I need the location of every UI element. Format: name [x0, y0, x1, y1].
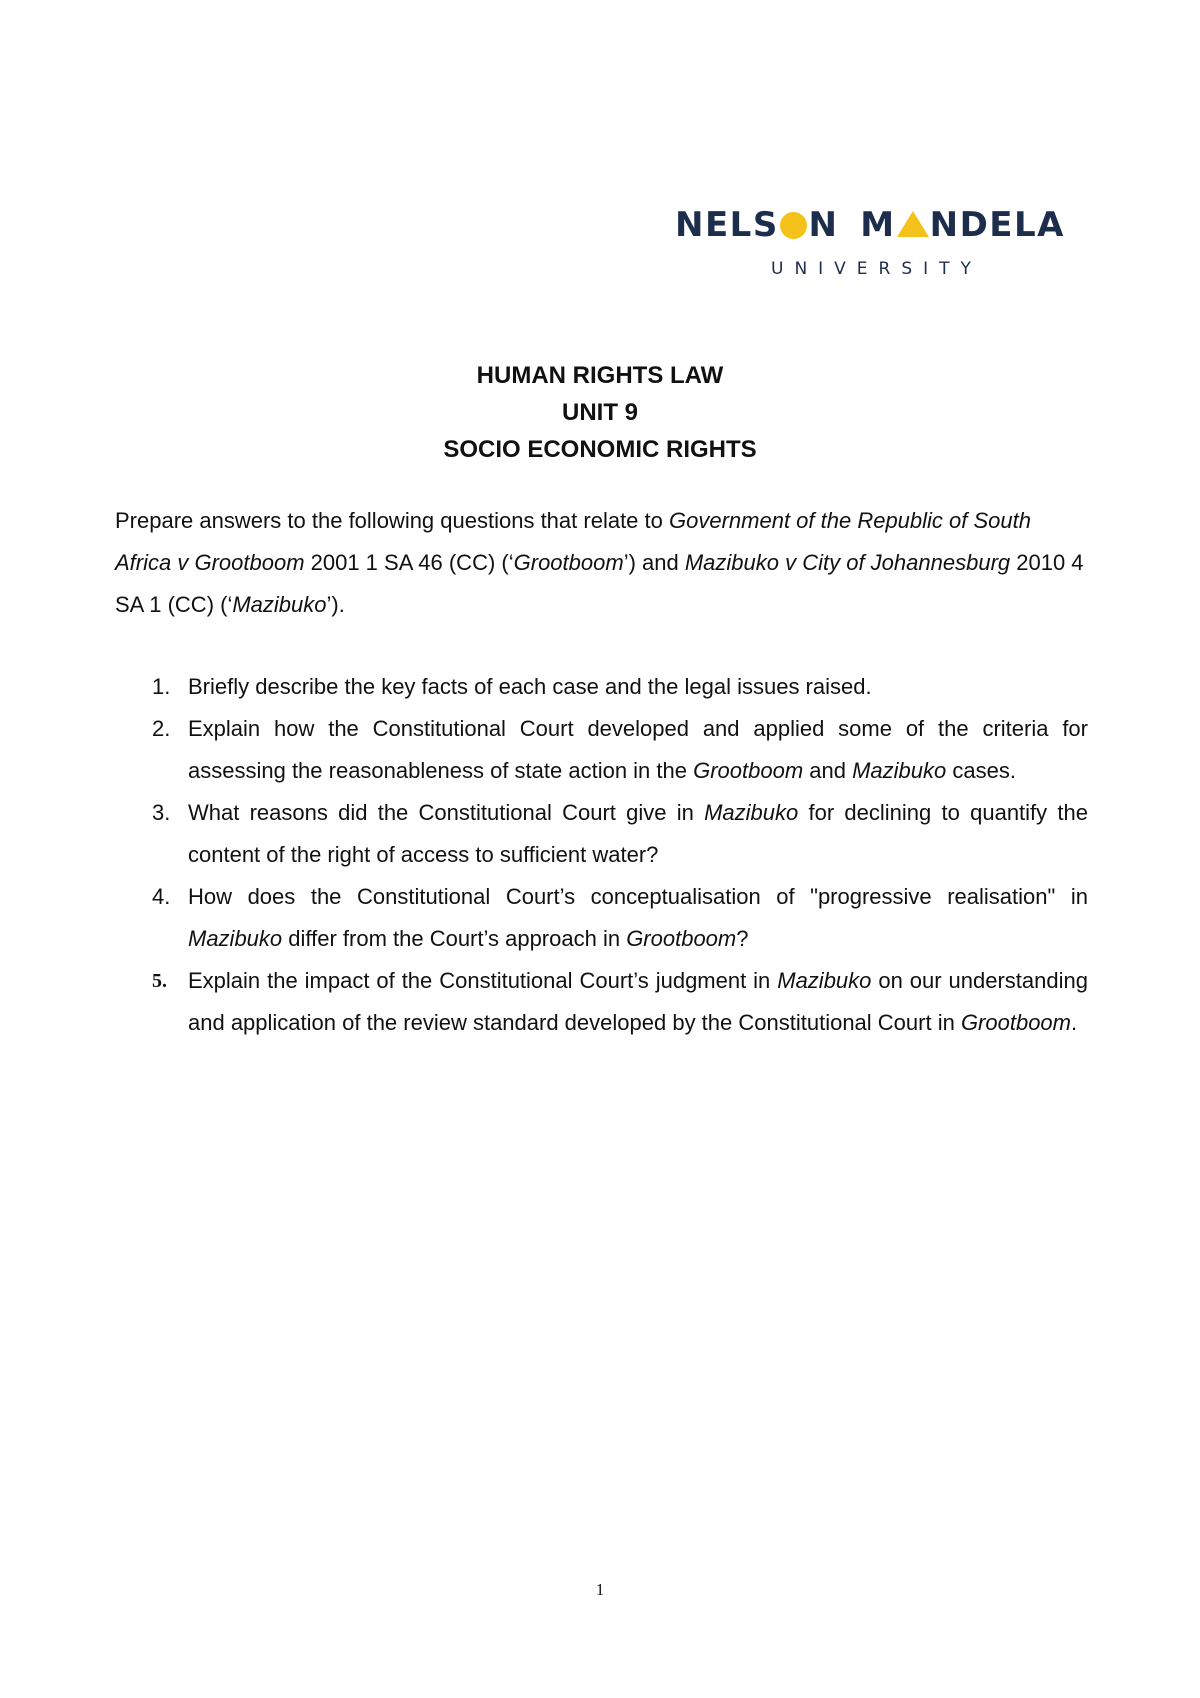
question-text: and	[803, 758, 853, 783]
question-item	[115, 708, 1088, 792]
question-item	[115, 876, 1088, 960]
intro-text: 2010 4 SA 1 (CC) (‘	[115, 550, 1084, 617]
document-title	[0, 357, 1200, 468]
logo-text-m: M	[860, 205, 896, 245]
case-citation-mazibuko: Mazibuko v City of Johannesburg	[684, 550, 1011, 575]
intro-text: ’).	[326, 592, 345, 617]
intro-paragraph	[115, 500, 1088, 626]
case-name: Grootboom	[626, 926, 737, 951]
logo-text-ndela: NDELA	[929, 205, 1065, 245]
title-line-course: HUMAN RIGHTS LAW	[476, 362, 724, 389]
question-text: Explain how the Constitutional Court developed and applied some of the criteria for assessing the reasonableness of state action in the	[188, 716, 1088, 783]
question-number: 3.	[152, 800, 171, 825]
question-number: 5.	[152, 970, 167, 992]
question-text: ?	[736, 926, 749, 951]
logo-text-n: N	[808, 205, 839, 245]
question-number: 4.	[152, 884, 171, 909]
sun-icon	[780, 212, 807, 239]
case-name: Mazibuko	[704, 800, 799, 825]
university-logo	[675, 205, 1065, 279]
question-list	[115, 666, 1088, 1044]
intro-text: 2001 1 SA 46 (CC) (‘	[304, 550, 514, 575]
logo-wordmark	[675, 205, 1065, 245]
question-number: 1.	[152, 674, 171, 699]
question-text: How does the Constitutional Court’s conceptualisation of "progressive realisation" in	[188, 884, 1088, 909]
document-body	[115, 500, 1088, 1044]
question-text: Explain the impact of the Constitutional Court’s judgment in	[188, 968, 778, 993]
question-text: differ from the Court’s approach in	[282, 926, 627, 951]
logo-text-nels: NELS	[675, 205, 779, 245]
case-name: Grootboom	[960, 1010, 1071, 1035]
logo-subtitle: UNIVERSITY	[771, 259, 982, 279]
intro-text: Prepare answers to the following questions that relate to	[115, 508, 669, 533]
question-item	[115, 792, 1088, 876]
case-citation-grootboom: Government of the Republic of South Africa v Grootboom	[115, 508, 1031, 575]
question-text: What reasons did the Constitutional Court give in	[188, 800, 705, 825]
question-text: for declining to quantify the content of the right of access to sufficient water?	[188, 800, 1088, 867]
mountain-icon	[897, 211, 929, 237]
title-line-unit: UNIT 9	[561, 399, 638, 426]
case-name: Grootboom	[693, 758, 804, 783]
page-number: 1	[595, 1580, 605, 1599]
intro-text: ’) and	[623, 550, 685, 575]
question-number: 2.	[152, 716, 171, 741]
question-text: cases.	[946, 758, 1016, 783]
question-text: .	[1071, 1010, 1078, 1035]
question-item	[115, 960, 1088, 1044]
question-item	[115, 666, 1088, 708]
question-text: Briefly describe the key facts of each case and the legal issues raised.	[188, 674, 872, 699]
case-short-grootboom: Grootboom	[513, 550, 624, 575]
title-line-topic: SOCIO ECONOMIC RIGHTS	[443, 436, 757, 463]
case-name: Mazibuko	[852, 758, 947, 783]
case-name: Mazibuko	[777, 968, 872, 993]
case-short-mazibuko: Mazibuko	[232, 592, 327, 617]
case-name: Mazibuko	[188, 926, 283, 951]
question-text: on our understanding and application of the review standard developed by the Constitutional Court in	[188, 968, 1088, 1035]
